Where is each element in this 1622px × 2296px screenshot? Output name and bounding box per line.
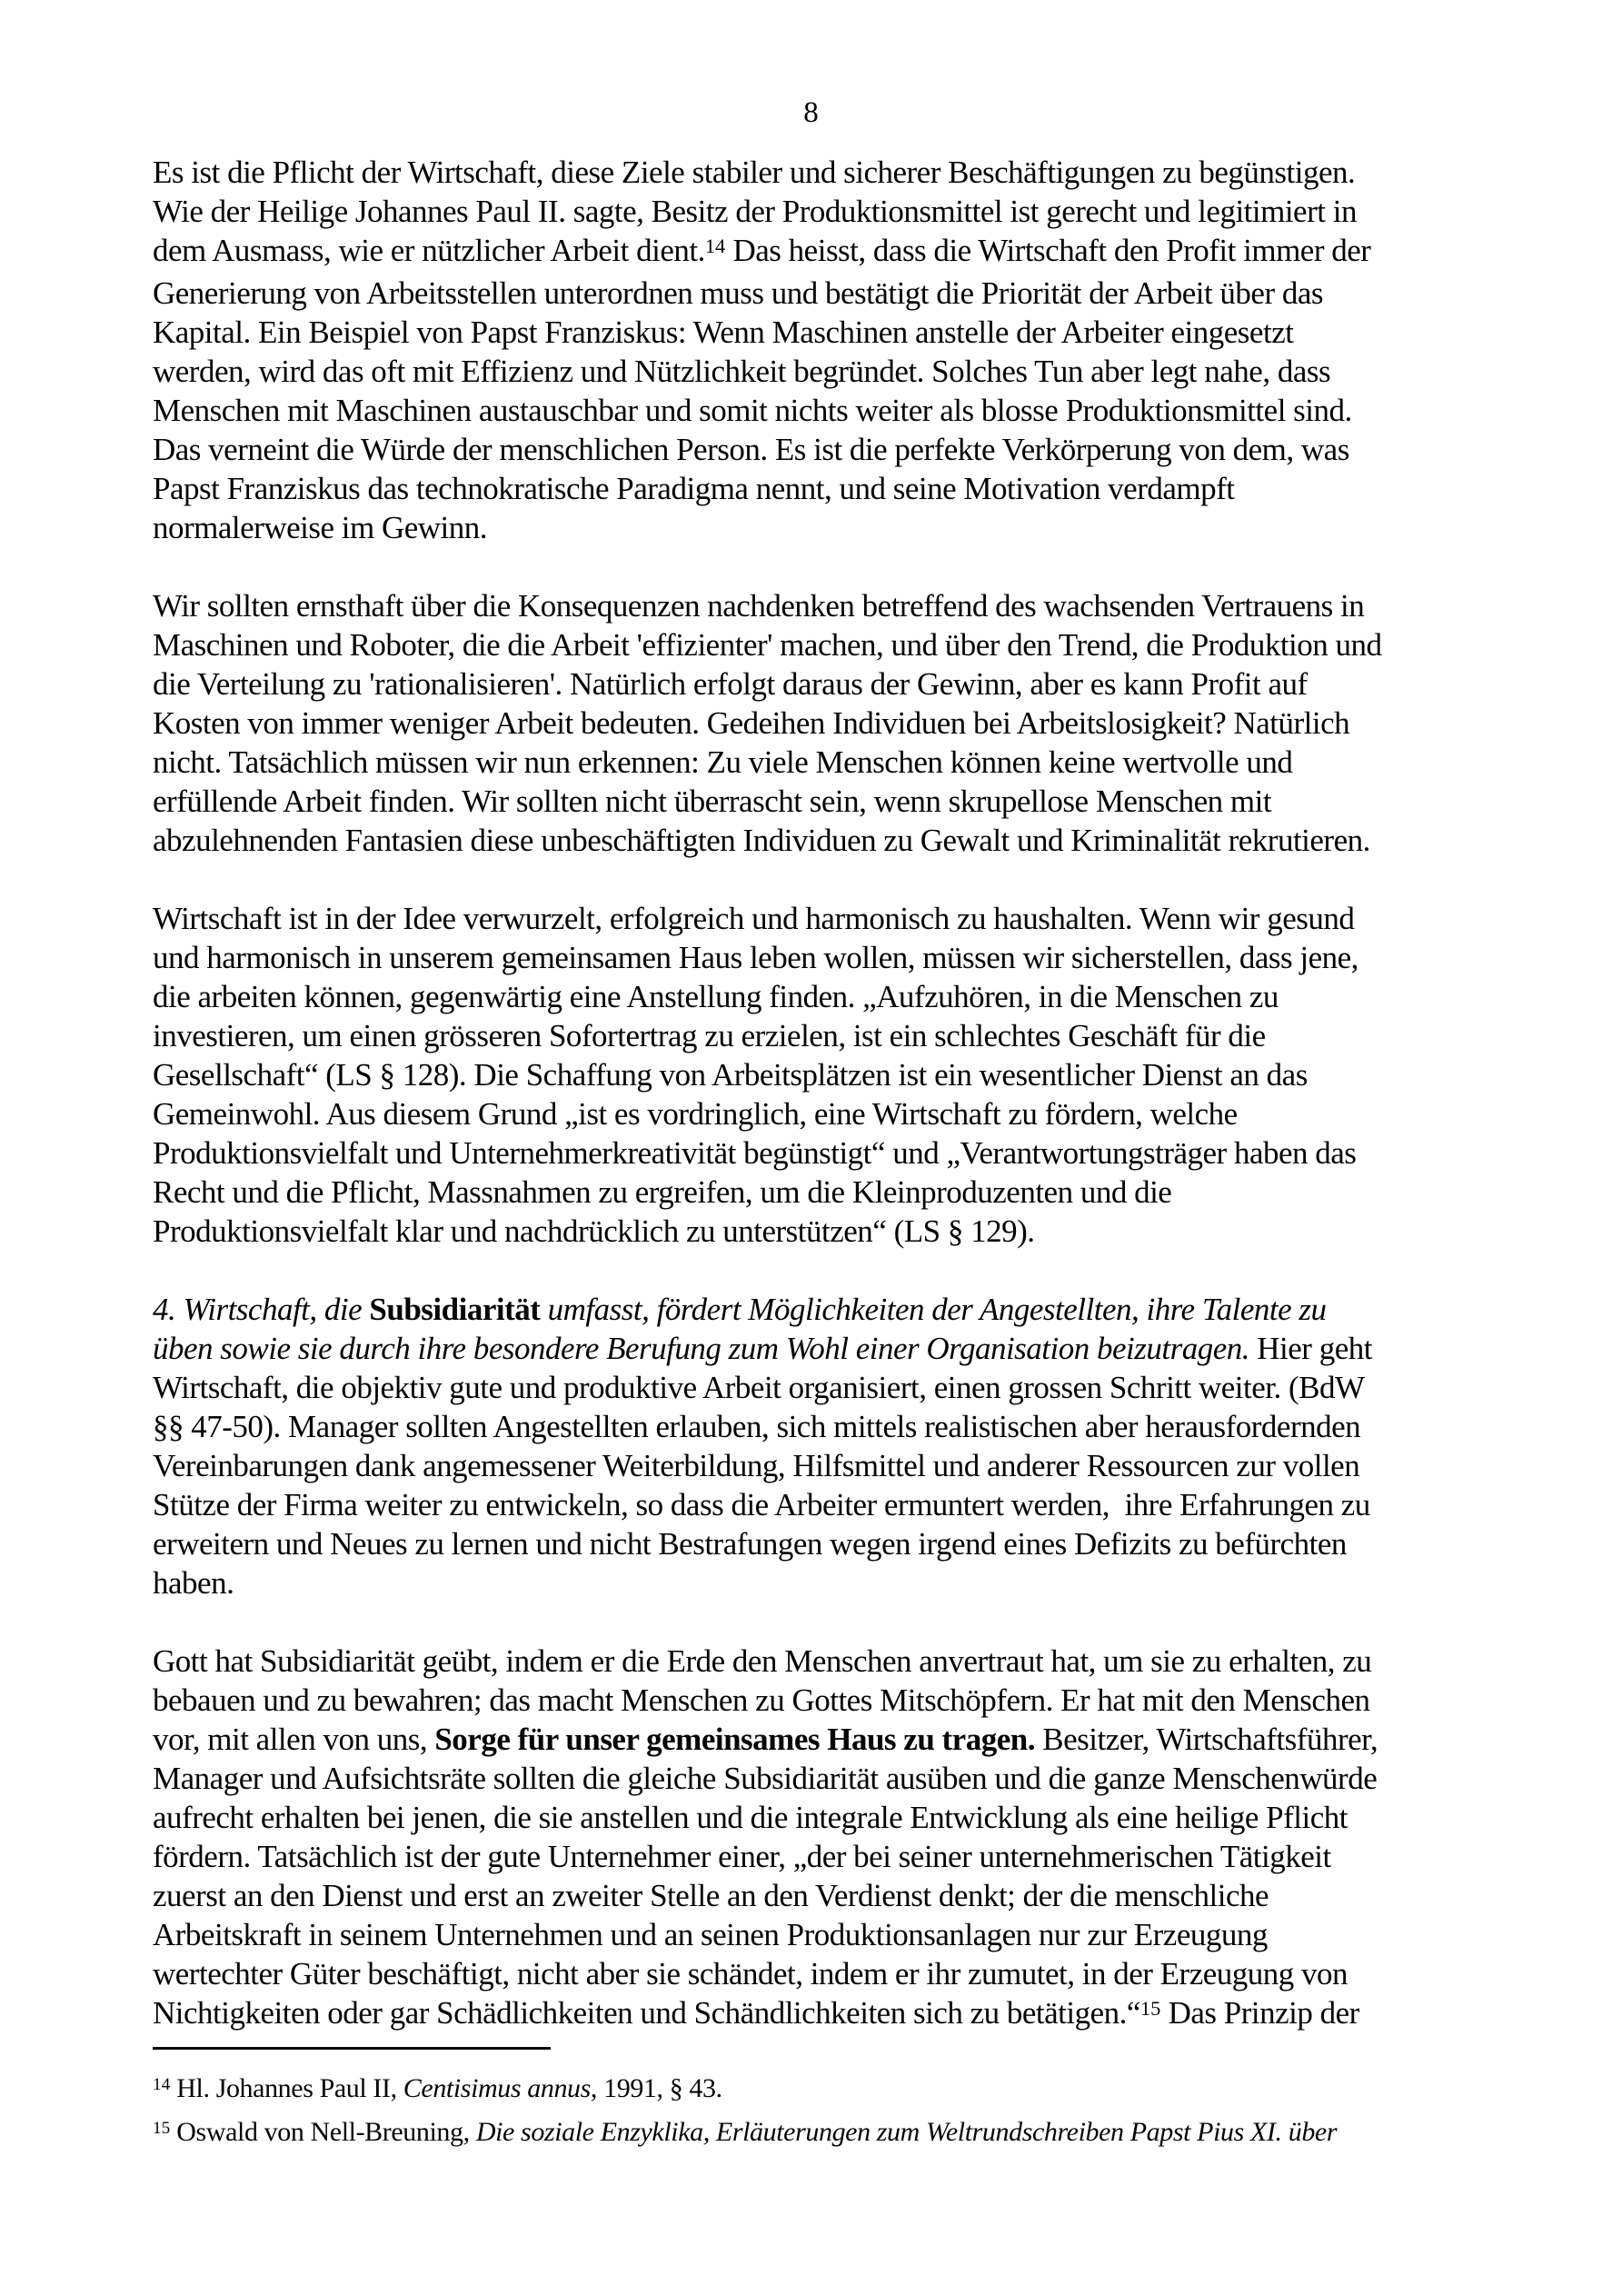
text-line: [153, 977, 1488, 1016]
text-segment: bebauen und zu bewahren; das macht Menschen zu Gottes Mitschöpfern. Er hat mit den Menschen: [153, 1682, 1370, 1718]
footnote-text: , 1991, § 43.: [590, 2073, 722, 2103]
text-segment: normalerweise im Gewinn.: [153, 510, 488, 545]
text-segment: §§ 47-50). Manager sollten Angestellten erlauben, sich mittels realistischen aber herausfordernden: [153, 1409, 1361, 1444]
text-line: [153, 508, 1488, 547]
text-line: [153, 1133, 1488, 1173]
text-segment: Wie der Heilige Johannes Paul II. sagte, Besitz der Produktionsmittel ist gerecht und legitimiert in: [153, 194, 1357, 229]
footnote-text: Oswald von Nell-Breuning,: [170, 2117, 476, 2147]
text-line: [153, 469, 1488, 508]
text-segment: erfüllende Arbeit finden. Wir sollten nicht überrascht sein, wenn skrupellose Menschen mit: [153, 784, 1272, 819]
footnote-text: Hl. Johannes Paul II,: [170, 2073, 403, 2103]
text-segment: vor, mit allen von uns,: [153, 1722, 435, 1757]
text-segment: und harmonisch in unserem gemeinsamen Haus leben wollen, müssen wir sicherstellen, dass jene,: [153, 940, 1358, 975]
text-line: [153, 1446, 1488, 1485]
text-segment: abzulehnenden Fantasien diese unbeschäftigten Individuen zu Gewalt und Kriminalität rekrutieren.: [153, 823, 1370, 858]
text-line: [153, 1407, 1488, 1446]
text-line: [153, 1290, 1488, 1329]
text-line: [153, 1055, 1488, 1094]
text-segment: üben sowie sie durch ihre besondere Berufung zum Wohl einer Organisation beizutragen.: [153, 1331, 1250, 1366]
text-line: [153, 625, 1488, 664]
text-segment: Arbeitskraft in seinem Unternehmen und an seinen Produktionsanlagen nur zur Erzeugung: [153, 1917, 1268, 1952]
text-segment: Produktionsvielfalt und Unternehmerkreativität begünstigt“ und „Verantwortungsträger haben das: [153, 1135, 1357, 1171]
text-line: [153, 1993, 1488, 2036]
text-segment: Wir sollten ernsthaft über die Konsequenzen nachdenken betreffend des wachsenden Vertrauens in: [153, 588, 1365, 624]
document-body: [153, 153, 1488, 2036]
text-segment: die Verteilung zu 'rationalisieren'. Natürlich erfolgt daraus der Gewinn, aber es kann Profit auf: [153, 666, 1308, 702]
text-segment: 4. Wirtschaft, die: [153, 1292, 370, 1327]
paragraph-2: [153, 586, 1488, 860]
footnote-number: 14: [153, 2074, 171, 2094]
text-segment: die arbeiten können, gegenwärtig eine Anstellung finden. „Aufzuhören, in die Menschen zu: [153, 979, 1279, 1014]
text-line: [153, 231, 1488, 274]
text-line: [153, 1329, 1488, 1368]
text-segment: wertechter Güter beschäftigt, nicht aber sie schändet, indem er ihr zumutet, in der Erzeugung von: [153, 1956, 1348, 1992]
footnote-number: 15: [153, 2118, 171, 2138]
text-line: [153, 192, 1488, 231]
text-segment: Gemeinwohl. Aus diesem Grund „ist es vordringlich, eine Wirtschaft zu fördern, welche: [153, 1096, 1238, 1132]
text-segment: Es ist die Pflicht der Wirtschaft, diese Ziele stabiler und sicherer Beschäftigungen zu begünstigen.: [153, 155, 1356, 190]
paragraph-5: [153, 1642, 1488, 2036]
footnote-reference: 14: [704, 234, 726, 257]
text-line: [153, 1837, 1488, 1876]
paragraph-1: [153, 153, 1488, 547]
text-line: [153, 782, 1488, 821]
text-line: [153, 352, 1488, 391]
text-line: [153, 153, 1488, 192]
text-segment: Stütze der Firma weiter zu entwickeln, so dass die Arbeiter ermuntert werden, ihre Erfahrungen zu: [153, 1487, 1370, 1522]
text-segment: Produktionsvielfalt klar und nachdrücklich zu unterstützen“ (LS § 129).: [153, 1213, 1035, 1249]
text-segment: Manager und Aufsichtsräte sollten die gleiche Subsidiarität ausüben und die ganze Menschenwürde: [153, 1761, 1378, 1796]
text-line: [153, 430, 1488, 469]
text-line: [153, 1094, 1488, 1133]
footnote-text: Die soziale Enzyklika, Erläuterungen zum Weltrundschreiben Papst Pius XI. über: [475, 2117, 1338, 2147]
text-segment: Menschen mit Maschinen austauschbar und somit nichts weiter als blosse Produktionsmittel sind.: [153, 393, 1352, 428]
text-segment: Maschinen und Roboter, die die Arbeit 'effizienter' machen, und über den Trend, die Produktion und: [153, 627, 1382, 663]
text-segment: Subsidiarität: [369, 1292, 541, 1327]
text-line: [153, 1681, 1488, 1720]
text-segment: Wirtschaft, die objektiv gute und produktive Arbeit organisiert, einen grossen Schritt weiter. (BdW: [153, 1370, 1365, 1405]
text-line: [153, 1798, 1488, 1837]
text-segment: Vereinbarungen dank angemessener Weiterbildung, Hilfsmittel und anderer Ressourcen zur vollen: [153, 1448, 1360, 1483]
text-segment: Papst Franziskus das technokratische Paradigma nennt, und seine Motivation verdampft: [153, 471, 1235, 506]
footnote-text: Centisimus annus: [403, 2073, 591, 2103]
text-segment: haben.: [153, 1565, 234, 1601]
text-segment: Das verneint die Würde der menschlichen Person. Es ist die perfekte Verkörperung von dem, was: [153, 432, 1349, 467]
text-segment: Gesellschaft“ (LS § 128). Die Schaffung von Arbeitsplätzen ist ein wesentlicher Dienst an das: [153, 1057, 1308, 1093]
text-line: [153, 274, 1488, 313]
text-line: [153, 1173, 1488, 1212]
text-segment: werden, wird das oft mit Effizienz und Nützlichkeit begründet. Solches Tun aber legt nahe, dass: [153, 354, 1331, 389]
text-line: [153, 1016, 1488, 1055]
text-line: [153, 391, 1488, 430]
text-segment: Kosten von immer weniger Arbeit bedeuten. Gedeihen Individuen bei Arbeitslosigkeit? Natürlich: [153, 705, 1350, 741]
text-segment: nicht. Tatsächlich müssen wir nun erkennen: Zu viele Menschen können keine wertvolle und: [153, 744, 1293, 780]
text-line: [153, 1368, 1488, 1407]
footnote-reference: 15: [1139, 1996, 1161, 2020]
text-segment: Gott hat Subsidiarität geübt, indem er die Erde den Menschen anvertraut hat, um sie zu erhalten, zu: [153, 1643, 1372, 1679]
text-segment: Generierung von Arbeitsstellen unterordnen muss und bestätigt die Priorität der Arbeit über das: [153, 275, 1324, 311]
text-segment: Das Prinzip der: [1160, 1995, 1359, 2031]
text-line: [153, 1876, 1488, 1915]
text-segment: Nichtigkeiten oder gar Schädlichkeiten und Schändlichkeiten sich zu betätigen.“: [153, 1995, 1140, 2031]
text-segment: Das heisst, dass die Wirtschaft den Profit immer der: [725, 233, 1371, 268]
text-line: [153, 1915, 1488, 1954]
text-line: [153, 1524, 1488, 1563]
footnote-separator: [153, 2047, 551, 2050]
page-number: 8: [803, 96, 819, 129]
text-line: [153, 1563, 1488, 1602]
text-line: [153, 586, 1488, 625]
footnotes: [153, 2069, 1488, 2156]
text-segment: umfasst, fördert Möglichkeiten der Angestellten, ihre Talente zu: [540, 1292, 1327, 1327]
text-segment: Recht und die Pflicht, Massnahmen zu ergreifen, um die Kleinproduzenten und die: [153, 1174, 1172, 1210]
text-line: [153, 664, 1488, 704]
text-segment: Wirtschaft ist in der Idee verwurzelt, erfolgreich und harmonisch zu haushalten. Wenn wir gesund: [153, 901, 1355, 936]
text-segment: zuerst an den Dienst und erst an zweiter Stelle an den Verdienst denkt; der die menschliche: [153, 1878, 1269, 1913]
text-line: [153, 1720, 1488, 1759]
text-line: [153, 313, 1488, 352]
text-segment: fördern. Tatsächlich ist der gute Unternehmer einer, „der bei seiner unternehmerischen Tätigkeit: [153, 1839, 1331, 1874]
text-line: [153, 938, 1488, 977]
footnote-15: [153, 2112, 1488, 2156]
text-line: [153, 1954, 1488, 1993]
text-segment: aufrecht erhalten bei jenen, die sie anstellen und die integrale Entwicklung als eine heilige Pflicht: [153, 1800, 1348, 1835]
text-segment: Kapital. Ein Beispiel von Papst Franziskus: Wenn Maschinen anstelle der Arbeiter eingesetzt: [153, 314, 1294, 350]
text-segment: Hier geht: [1249, 1331, 1372, 1366]
paragraph-3: [153, 899, 1488, 1251]
text-segment: Besitzer, Wirtschaftsführer,: [1034, 1722, 1378, 1757]
text-line: [153, 1212, 1488, 1251]
text-segment: dem Ausmass, wie er nützlicher Arbeit dient.: [153, 233, 705, 268]
text-line: [153, 1759, 1488, 1798]
text-segment: Sorge für unser gemeinsames Haus zu tragen.: [434, 1722, 1035, 1757]
text-segment: erweitern und Neues zu lernen und nicht Bestrafungen wegen irgend eines Defizits zu befürchten: [153, 1526, 1347, 1562]
text-line: [153, 1642, 1488, 1681]
text-segment: investieren, um einen grösseren Sofortertrag zu erzielen, ist ein schlechtes Geschäft für die: [153, 1018, 1266, 1053]
text-line: [153, 821, 1488, 860]
text-line: [153, 1485, 1488, 1524]
text-line: [153, 899, 1488, 938]
text-line: [153, 704, 1488, 743]
paragraph-4: [153, 1290, 1488, 1602]
footnote-14: [153, 2069, 1488, 2112]
text-line: [153, 743, 1488, 782]
